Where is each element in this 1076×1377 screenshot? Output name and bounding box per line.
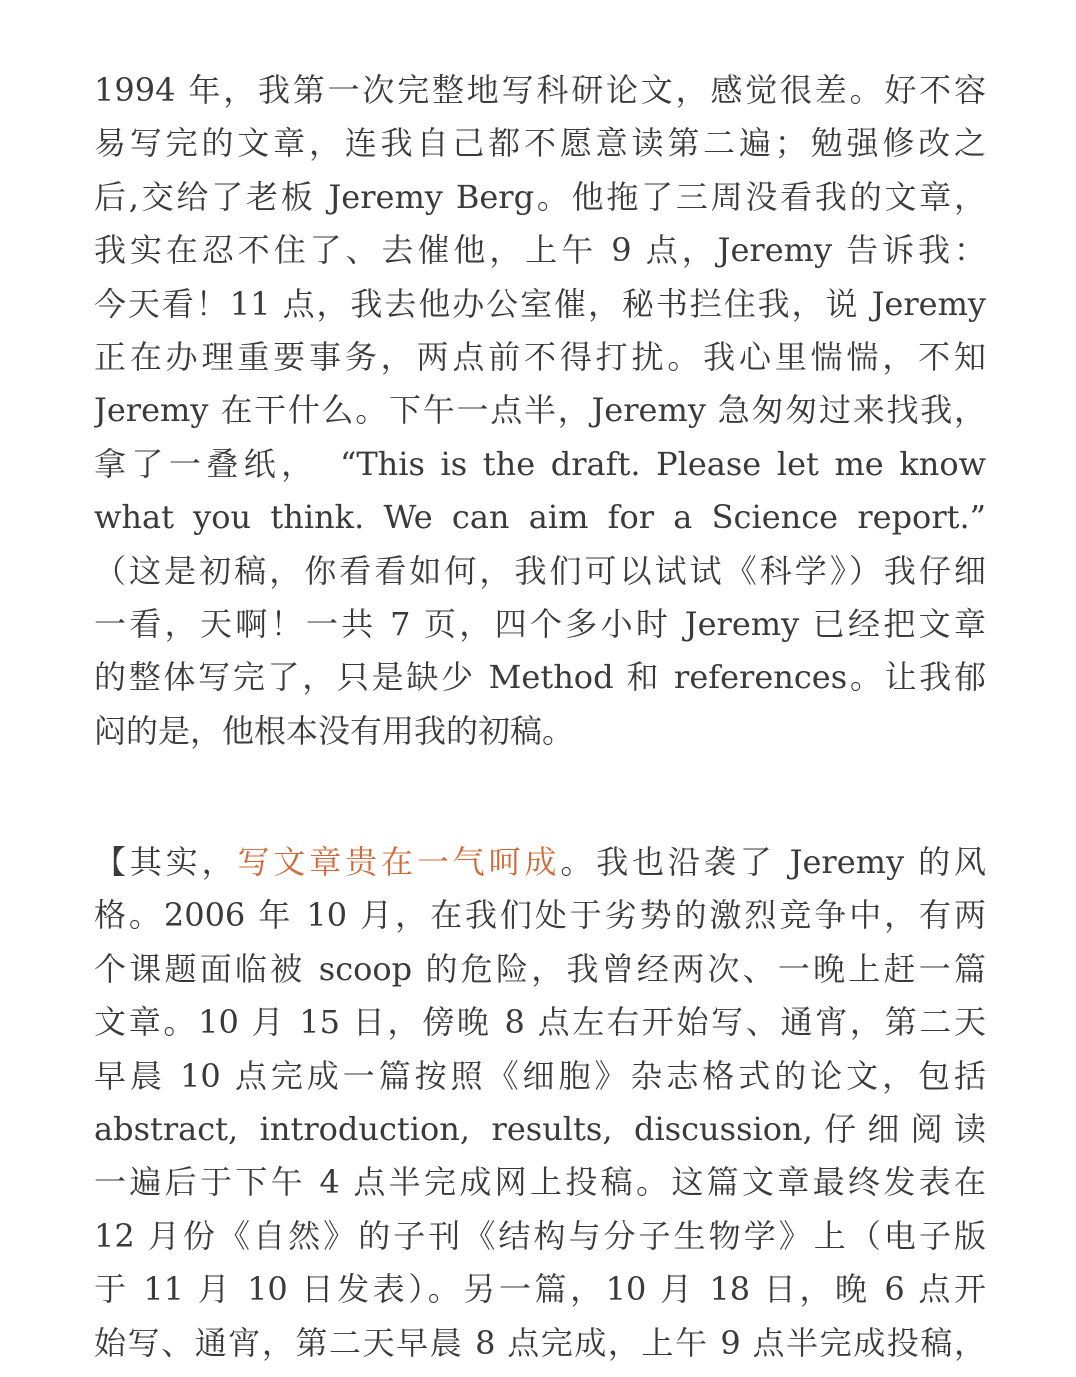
text-line: 一看，天啊！一共 7 页，四个多小时 Jeremy 已经把文章 (94, 604, 986, 643)
text-line: 个课题面临被 scoop 的危险，我曾经两次、一晚上赶一篇 (94, 949, 986, 988)
text-line: 后,交给了老板 Jeremy Berg。他拖了三周没看我的文章， (94, 177, 986, 216)
text-line: Jeremy 在干什么。下午一点半，Jeremy 急匆匆过来找我， (94, 391, 986, 430)
text-line: 早晨 10 点完成一篇按照《细胞》杂志格式的论文，包括 (94, 1056, 986, 1095)
text-line: 一遍后于下午 4 点半完成网上投稿。这篇文章最终发表在 (94, 1163, 986, 1202)
text-line-with-highlight (94, 836, 986, 889)
text-line: 易写完的文章，连我自己都不愿意读第二遍；勉强修改之 (94, 124, 986, 163)
text-line: 正在办理重要事务，两点前不得打扰。我心里惴惴，不知 (94, 337, 986, 376)
line-prefix: 【其实， (94, 843, 238, 881)
text-line: abstract, introduction, results, discussion,仔细阅读 (94, 1109, 986, 1148)
text-line: 始写、通宵，第二天早晨 8 点完成，上午 9 点半完成投稿， (94, 1323, 986, 1362)
text-line: 我实在忍不住了、去催他，上午 9 点，Jeremy 告诉我： (94, 231, 986, 270)
line-suffix: 。我也沿袭了 Jeremy 的风 (560, 843, 986, 881)
text-line: 12 月份《自然》的子刊《结构与分子生物学》上（电子版 (94, 1216, 986, 1255)
text-line: 闷的是，他根本没有用我的初稿。 (94, 711, 575, 750)
text-line: 拿了一叠纸， “This is the draft. Please let me know (94, 444, 986, 483)
paragraph-2 (94, 836, 986, 1370)
text-line: 今天看！11 点，我去他办公室催，秘书拦住我，说 Jeremy (94, 284, 986, 323)
text-line: what you think. We can aim for a Science report.” (94, 498, 986, 537)
paragraph-1 (94, 64, 986, 758)
text-line: 1994 年，我第一次完整地写科研论文，感觉很差。好不容 (94, 71, 986, 109)
text-line: 于 11 月 10 日发表）。另一篇，10 月 18 日，晚 6 点开 (94, 1270, 986, 1309)
highlighted-phrase: 写文章贵在一气呵成 (237, 843, 561, 881)
text-line: （这是初稿，你看看如何，我们可以试试《科学》）我仔细 (94, 551, 986, 590)
text-line: 格。2006 年 10 月，在我们处于劣势的激烈竞争中，有两 (94, 896, 986, 935)
text-line: 文章。10 月 15 日，傍晚 8 点左右开始写、通宵，第二天 (94, 1003, 986, 1042)
text-line: 的整体写完了，只是缺少 Method 和 references。让我郁 (94, 658, 986, 697)
